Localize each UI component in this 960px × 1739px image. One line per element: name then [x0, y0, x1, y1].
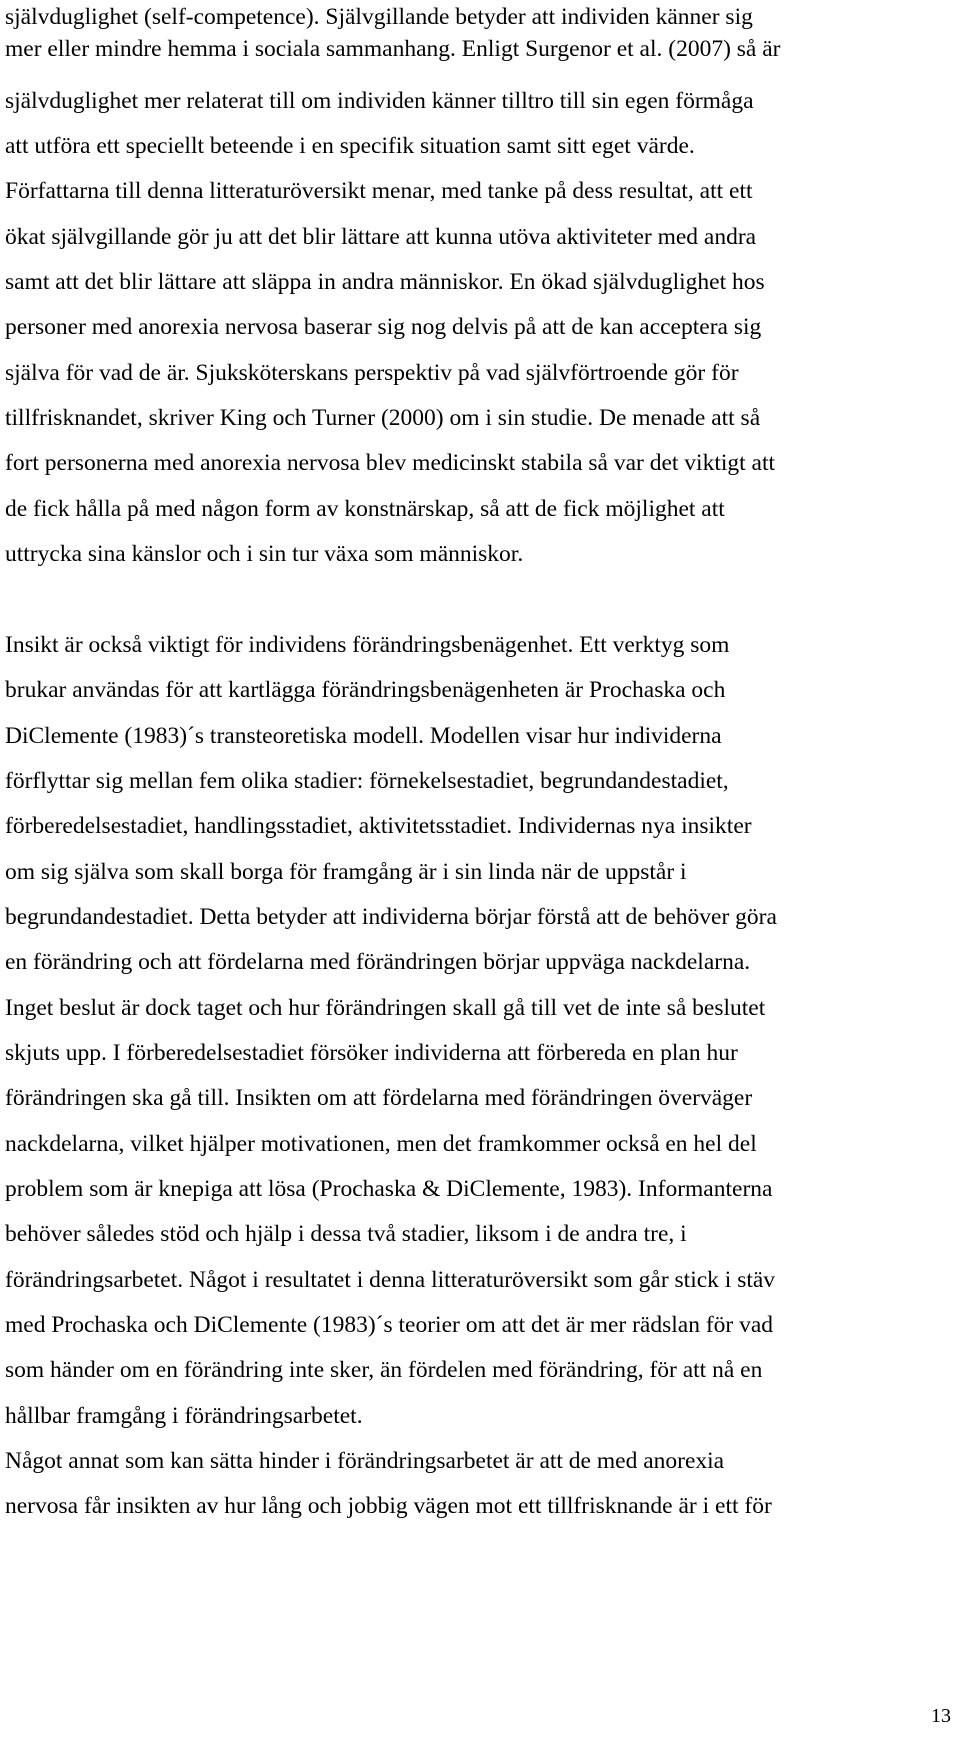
text-line: själva för vad de är. Sjuksköterskans perspektiv på vad självförtroende gör för — [5, 360, 739, 386]
text-line: Författarna till denna litteraturöversikt menar, med tanke på dess resultat, att ett — [5, 178, 753, 204]
text-line: Insikt är också viktigt för individens förändringsbenägenhet. Ett verktyg som — [5, 632, 730, 658]
text-line: samt att det blir lättare att släppa in andra människor. En ökad självduglighet hos — [5, 269, 765, 295]
text-line: ökat självgillande gör ju att det blir lättare att kunna utöva aktiviteter med andra — [5, 224, 757, 250]
text-line: nackdelarna, vilket hjälper motivationen, men det framkommer också en hel del — [5, 1131, 757, 1157]
page-number: 13 — [931, 1705, 951, 1727]
text-line: uttrycka sina känslor och i sin tur växa som människor. — [5, 541, 524, 567]
text-line: fort personerna med anorexia nervosa blev medicinskt stabila så var det viktigt att — [5, 450, 776, 476]
text-line: förändringen ska gå till. Insikten om att fördelarna med förändringen överväger — [5, 1085, 753, 1111]
text-line: förflyttar sig mellan fem olika stadier: förnekelsestadiet, begrundandestadiet, — [5, 768, 729, 794]
text-line: hållbar framgång i förändringsarbetet. — [5, 1403, 363, 1429]
text-line: Inget beslut är dock taget och hur förändringen skall gå till vet de inte så beslutet — [5, 995, 766, 1021]
text-line: Något annat som kan sätta hinder i förändringsarbetet är att de med anorexia — [5, 1448, 725, 1474]
text-line: förberedelsestadiet, handlingsstadiet, aktivitetsstadiet. Individernas nya insikter — [5, 813, 752, 839]
text-line: DiClemente (1983)´s transteoretiska modell. Modellen visar hur individerna — [5, 723, 722, 749]
text-line: självduglighet (self-competence). Självgillande betyder att individen känner sig — [5, 4, 753, 30]
text-line: en förändring och att fördelarna med förändringen börjar uppväga nackdelarna. — [5, 949, 751, 975]
text-line: behöver således stöd och hjälp i dessa två stadier, liksom i de andra tre, i — [5, 1221, 687, 1247]
text-line: självduglighet mer relaterat till om individen känner tilltro till sin egen förmåga — [5, 88, 754, 114]
text-line: brukar användas för att kartlägga förändringsbenägenheten är Prochaska och — [5, 677, 726, 703]
text-line: tillfrisknandet, skriver King och Turner (2000) om i sin studie. De menade att så — [5, 405, 761, 431]
text-line: förändringsarbetet. Något i resultatet i denna litteraturöversikt som går stick i stäv — [5, 1267, 776, 1293]
text-line: som händer om en förändring inte sker, än fördelen med förändring, för att nå en — [5, 1357, 763, 1383]
text-line: personer med anorexia nervosa baserar sig nog delvis på att de kan acceptera sig — [5, 314, 762, 340]
text-line: om sig själva som skall borga för framgång är i sin linda när de uppstår i — [5, 859, 687, 885]
text-line: med Prochaska och DiClemente (1983)´s teorier om att det är mer rädslan för vad — [5, 1312, 774, 1338]
text-line: skjuts upp. I förberedelsestadiet försöker individerna att förbereda en plan hur — [5, 1040, 738, 1066]
text-line: mer eller mindre hemma i sociala sammanhang. Enligt Surgenor et al. (2007) så är — [5, 36, 781, 62]
text-line: att utföra ett speciellt beteende i en specifik situation samt sitt eget värde. — [5, 133, 695, 159]
text-line: nervosa får insikten av hur lång och jobbig vägen mot ett tillfrisknande är i ett för — [5, 1493, 772, 1519]
text-line: de fick hålla på med någon form av konstnärskap, så att de fick möjlighet att — [5, 496, 725, 522]
text-line: problem som är knepiga att lösa (Prochaska & DiClemente, 1983). Informanterna — [5, 1176, 773, 1202]
text-line: begrundandestadiet. Detta betyder att individerna börjar förstå att de behöver göra — [5, 904, 777, 930]
